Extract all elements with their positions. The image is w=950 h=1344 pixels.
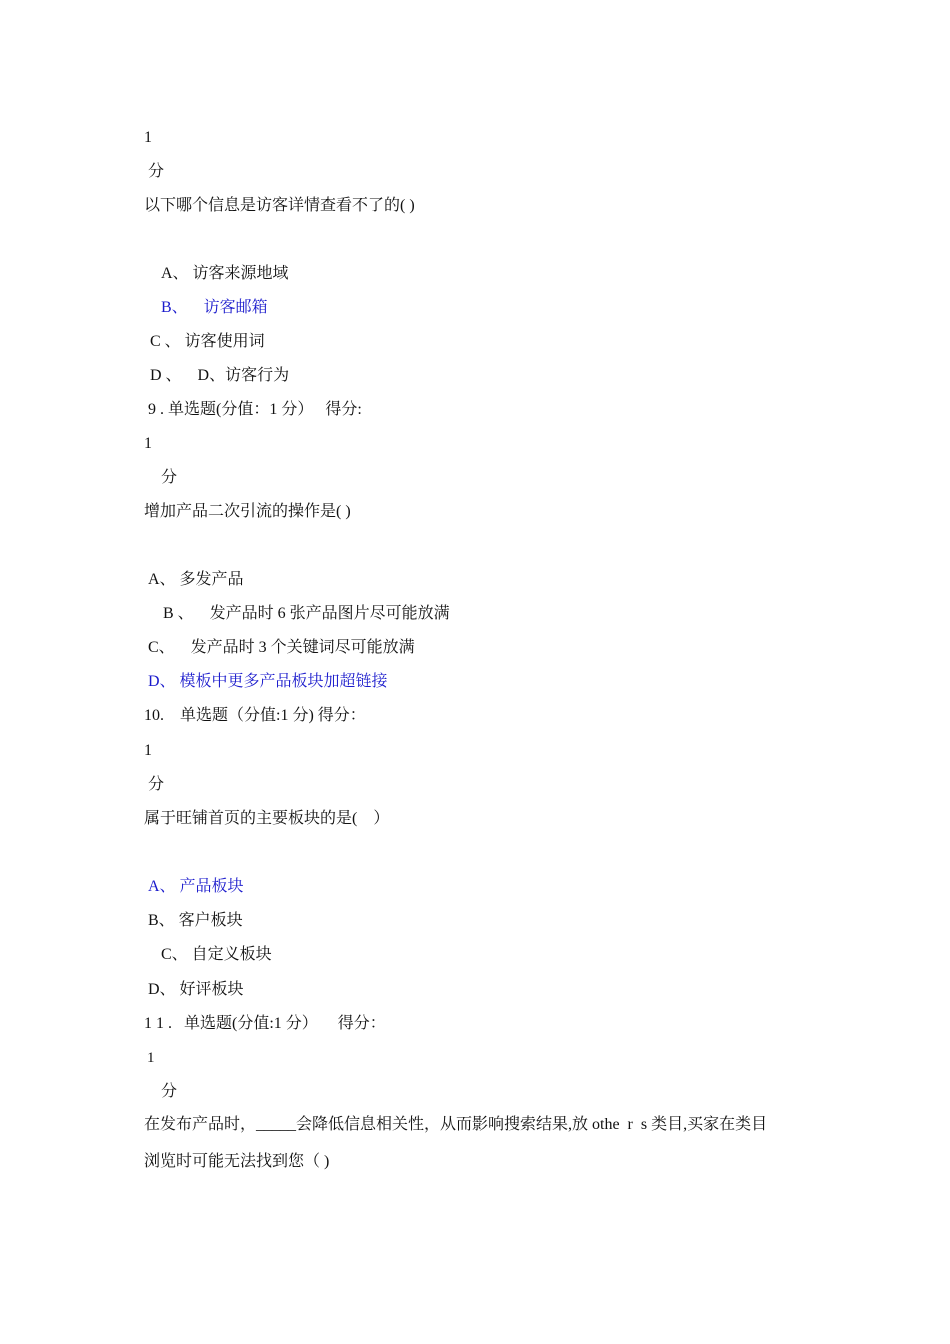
question-9-score-number: 1 — [144, 435, 152, 452]
question-10-option-d: D、 好评板块 — [148, 981, 244, 998]
question-8-option-c: C 、 访客使用词 — [150, 333, 265, 350]
question-10-header: 10. 单选题（分值:1 分) 得分： — [144, 707, 366, 724]
question-10-text: 属于旺铺首页的主要板块的是( ） — [144, 810, 390, 827]
question-11-header: 1 1 . 单选题(分值:1 分） 得分： — [144, 1015, 386, 1032]
question-8-text: 以下哪个信息是访客详情查看不了的( ) — [144, 197, 415, 214]
question-9-option-b: B 、 发产品时 6 张产品图片尽可能放满 — [163, 605, 450, 622]
question-11-text-line-2: 浏览时可能无法找到您（ ) — [144, 1153, 330, 1170]
question-11-score-number: 1 — [147, 1050, 155, 1066]
question-8-option-b: B、 访客邮箱 — [161, 299, 268, 316]
question-10-option-c: C、 自定义板块 — [161, 946, 272, 963]
question-10-option-a: A、 产品板块 — [148, 878, 244, 895]
question-9-text: 增加产品二次引流的操作是( ) — [144, 503, 351, 520]
question-10-option-b: B、 客户板块 — [148, 912, 243, 929]
question-10-score-number: 1 — [144, 742, 152, 759]
question-9-score-unit: 分 — [161, 469, 178, 486]
question-10-score-unit: 分 — [148, 776, 165, 793]
question-8-option-a: A、 访客来源地域 — [161, 265, 289, 282]
question-8-score-unit: 分 — [148, 163, 165, 180]
question-9-option-a: A、 多发产品 — [148, 571, 244, 588]
question-8-score-number: 1 — [144, 129, 152, 146]
question-11-score-unit: 分 — [161, 1083, 178, 1100]
question-9-option-d: D、 模板中更多产品板块加超链接 — [148, 673, 388, 690]
question-9-option-c: C、 发产品时 3 个关键词尽可能放满 — [148, 639, 415, 656]
question-9-header: 9 . 单选题(分值：1 分） 得分: — [148, 401, 362, 418]
question-8-option-d: D 、 D、访客行为 — [150, 367, 290, 384]
question-11-text-line-1: 在发布产品时，_____会降低信息相关性，从而影响搜索结果,放 othe r s 类目,买家在类目 — [144, 1116, 768, 1133]
